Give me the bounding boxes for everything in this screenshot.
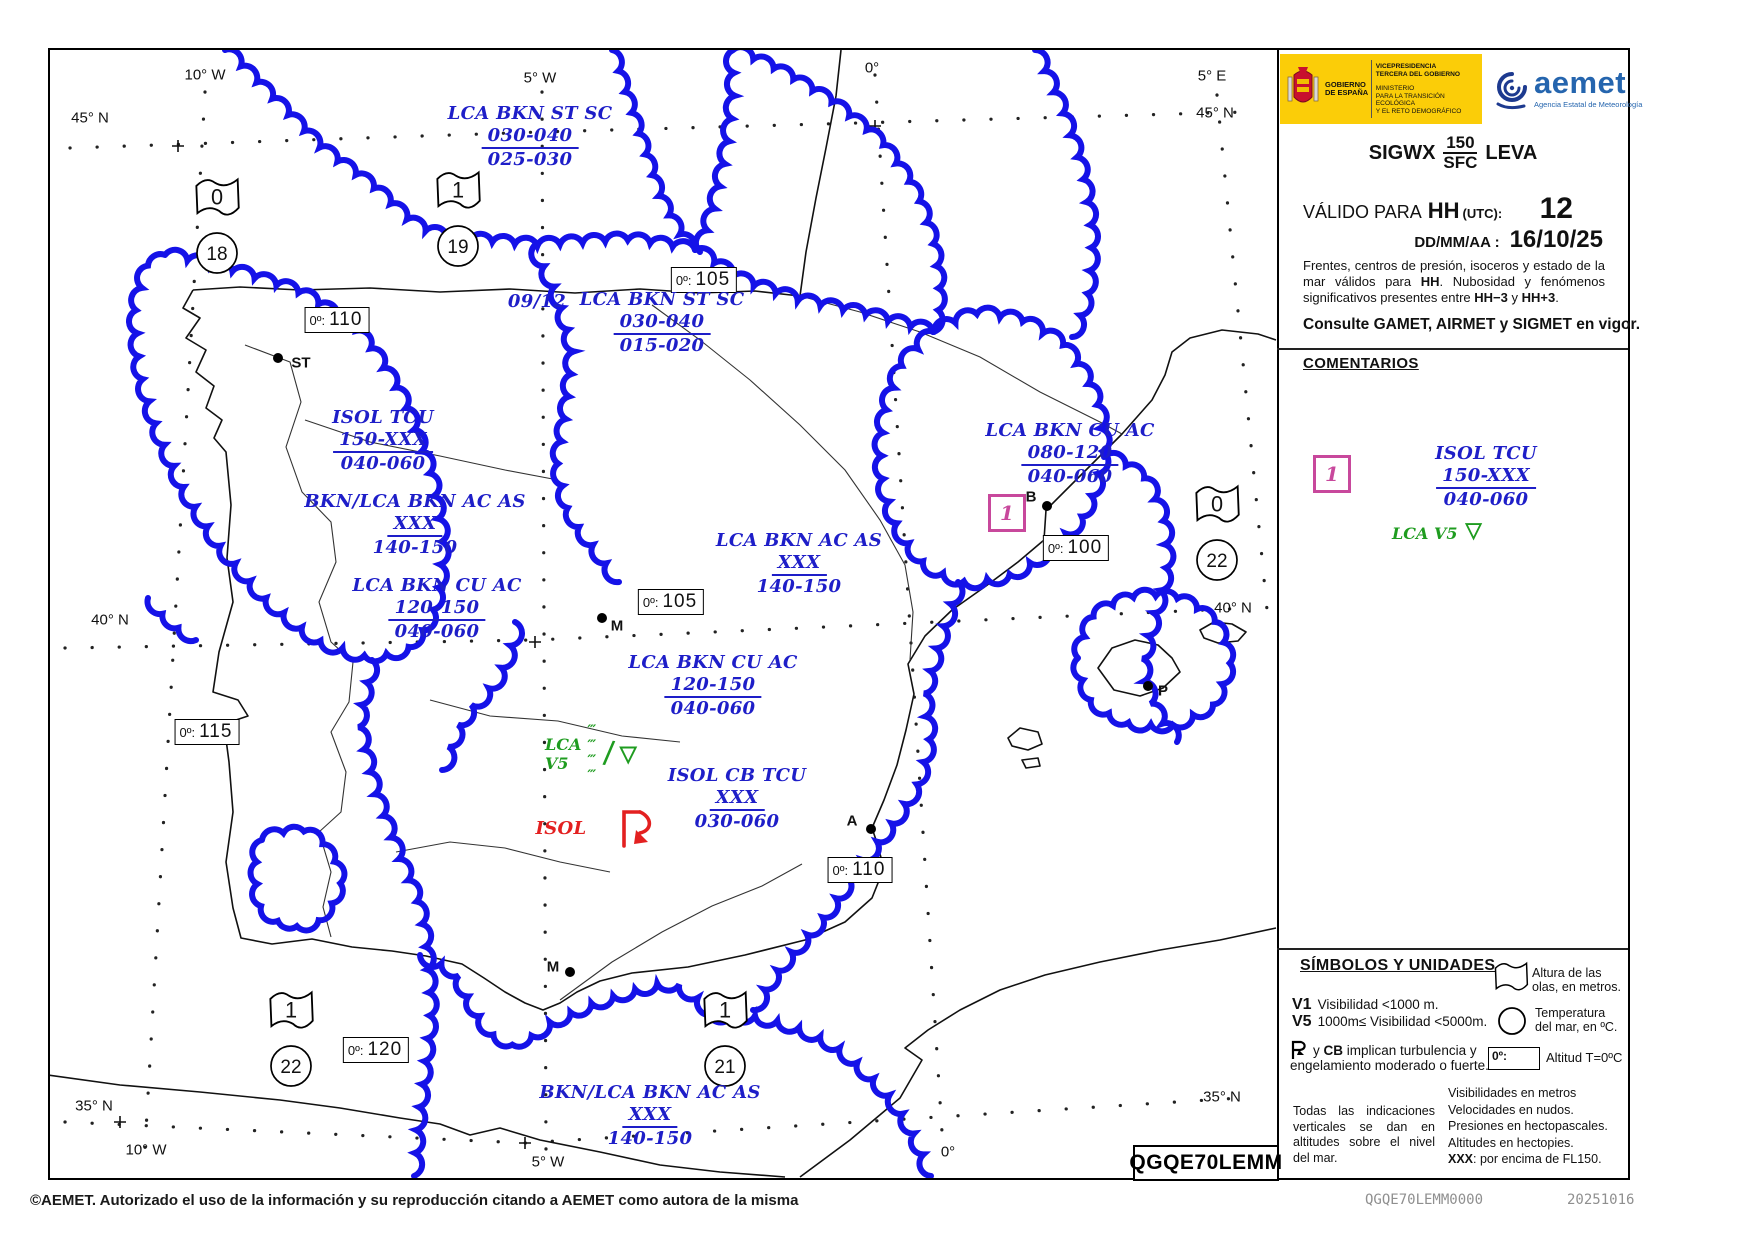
vicepresidencia-2: TERCERA DEL GOBIERNO [1375,70,1461,78]
comment-cloud-type: ISOL TCU [1435,443,1537,464]
shower-icon: ▽ [1465,519,1482,542]
wave-height-icon [433,168,483,216]
city-label: ST [291,354,311,372]
sea-state-group [192,175,242,281]
zero-altitude-box [175,719,240,745]
map-annotation [716,530,882,598]
wave-height-icon [266,988,316,1036]
annotation-top-levels: XXX [772,552,827,576]
annotation-bottom-levels: 030-060 [694,811,780,832]
comment-ref-box [1313,455,1351,493]
aemet-subtitle: Agencia Estatal de Meteorología [1534,100,1643,109]
legend-v1-text: Visibilidad <1000 m. [1317,997,1439,1012]
wave-caption: Altura de las olas, en metros. [1532,966,1621,994]
red-cb-symbol [624,812,649,846]
city-dot [273,353,283,363]
annotation-cloud-type: ISOL TCU [332,407,434,428]
sea-temp-icon [1194,537,1240,583]
coordinate-label: 10° W [125,1141,167,1159]
annotation-bottom-levels: 015-020 [619,335,705,356]
annotation-bottom-levels: 140-150 [372,537,458,558]
comment-top-levels: 150-XXX [1436,465,1536,489]
svg-text:19: 19 [447,237,469,258]
title-area: LEVA [1485,141,1538,164]
comment-ref-number: 1 [1325,462,1339,486]
annotation-top-levels: XXX [710,787,765,811]
units-notes [1448,1085,1633,1168]
ministerio-3: Y EL RETO DEMOGRÁFICO [1375,107,1462,115]
city-dot [1143,681,1153,691]
symbols-heading: SÍMBOLOS Y UNIDADES [1300,957,1496,974]
zero-altitude-box [828,857,893,883]
zero-altitude-prefix: 0º: [1047,540,1064,556]
annotation-top-levels: 150-XXX [333,429,433,453]
zero-altitude-caption: Altitud T=0ºC [1546,1050,1623,1065]
map-annotation [539,1082,760,1150]
coordinate-label: 5° W [531,1153,565,1171]
zero-altitude-prefix: 0º: [179,724,196,740]
annotation-cloud-type: ISOL CB TCU [667,765,807,786]
valid-date-row [1303,226,1603,254]
zero-altitude-value: 110 [852,859,886,880]
spain-coat-of-arms-icon [1286,63,1320,115]
annotation-bottom-levels: 040-060 [1027,466,1113,487]
units-note-line: Presiones en hectopascales. [1448,1119,1608,1133]
map-annotation [448,103,613,171]
chart-title [1277,134,1629,172]
annotation-cloud-type: LCA BKN ST SC [447,103,613,124]
coordinate-label: 5° E [1197,67,1227,85]
map-annotation [668,765,807,833]
svg-text:1: 1 [451,177,465,203]
legend-v1-row [1292,996,1439,1014]
chart-id-box [1129,1145,1283,1181]
vicepresidencia-1: VICEPRESIDENCIA [1375,63,1437,70]
map-annotation [580,289,745,357]
legend-v5-key: V5 [1292,1013,1312,1030]
svg-text:21: 21 [714,1057,736,1078]
valid-hh: HH [1427,198,1460,223]
city-dot [1042,501,1052,511]
sea-temp-icon [435,223,481,269]
comment-bottom-levels: 040-060 [1443,489,1529,510]
svg-text:18: 18 [206,244,228,265]
city-dot [565,967,575,977]
city-dot [866,824,876,834]
footer-date: 20251016 [1567,1192,1635,1208]
green-weather-group [545,724,637,784]
valid-time-row [1303,192,1613,226]
map-ref-box: 1 [988,494,1026,532]
coordinate-label: 35° N [75,1097,113,1115]
annotation-top-levels: 120-150 [389,597,486,621]
gov-name-2: DE ESPAÑA [1325,88,1369,97]
annotation-bottom-levels: 140-150 [607,1128,693,1149]
svg-text:0: 0 [1210,491,1224,517]
annotation-cloud-type: LCA BKN CU AC [628,652,798,673]
comment-annotation [1435,443,1537,511]
zero-altitude-box [343,1037,409,1063]
zero-altitude-prefix: 0º: [642,594,659,610]
svg-text:22: 22 [280,1057,302,1078]
valid-hour-value: 12 [1539,192,1573,225]
zero-altitude-prefix: 0º: [309,312,326,328]
zero-altitude-prefix: 0º: [675,272,692,288]
copyright-line: ©AEMET. Autorizado el uso de la información y su reproducción citando a AEMET como autora de la misma [30,1192,799,1209]
coordinate-label: 0° [940,1143,956,1161]
annotation-cloud-type: LCA BKN CU AC [985,420,1155,441]
city-label: A [846,812,858,830]
zero-altitude-legend-box [1488,1047,1540,1070]
svg-text:1: 1 [718,997,732,1023]
city-label: B [1025,488,1037,506]
map-annotation: 09/12 [507,291,567,312]
zero-altitude-box [1043,535,1109,561]
comment-visibility-label: LCA V5 [1392,524,1458,543]
zero-altitude-prefix: 0º: [347,1042,364,1058]
map-annotation [985,420,1154,488]
annotation-cloud-type: LCA BKN ST SC [579,289,745,310]
inland-borders [245,296,1122,1000]
units-note-line: Velocidades en nudos. [1448,1102,1574,1117]
title-level-bottom: SFC [1443,153,1478,172]
red-isol-label: ISOL [535,818,587,839]
vertical-indications-note: Todas las indicaciones verticales se dan en altitudes sobre el nivel del mar. [1293,1104,1435,1165]
panel-divider-2 [1277,948,1628,950]
zero-altitude-box [305,307,370,333]
coordinate-label: 10° W [184,66,226,84]
wave-height-icon [192,175,242,223]
annotation-top-levels: XXX [623,1104,678,1128]
comment-green-group [1392,519,1482,543]
annotation-bottom-levels: 040-060 [394,621,480,642]
annotation-bottom-levels: 040-060 [670,698,756,719]
annotation-cloud-type: LCA BKN CU AC [352,575,522,596]
zero-altitude-label: 0º: [1492,1049,1508,1063]
annotation-bottom-levels: 040-060 [340,453,426,474]
svg-text:0: 0 [210,184,224,210]
wave-height-icon [700,988,750,1036]
city-label: P [1157,682,1169,700]
temp-caption: Temperatura del mar, en ºC. [1535,1006,1618,1034]
gobierno-banner [1280,54,1482,124]
coordinate-label: 5° W [523,69,557,87]
sea-temp-icon [194,230,240,276]
svg-text:22: 22 [1206,551,1228,572]
shower-icon: ▽ [619,741,637,766]
city-label: M [546,958,560,976]
legend-cb-row2 [1290,1058,1489,1073]
ministerio-2: PARA LA TRANSICIÓN ECOLÓGICA [1375,92,1445,108]
legend-cb-row: y CB implican turbulencia y [1290,1040,1477,1060]
annotation-bottom-levels: 025-030 [487,149,573,170]
wave-height-icon [1492,960,1530,996]
annotation-cloud-type: BKN/LCA BKN AC AS [304,491,526,512]
drizzle-icon: ‴ ‴ ‴ ‴ [587,723,599,784]
zero-altitude-prefix: 0º: [832,862,849,878]
coordinate-label: 0° [864,59,880,77]
units-note-line: Visibilidades en metros [1448,1086,1577,1100]
sea-state-group [1192,482,1242,588]
units-note-line: Altitudes en hectopies. [1448,1135,1574,1150]
city-label: M [610,617,624,635]
sea-state-group [433,168,483,274]
coordinate-label: 40° N [91,611,129,629]
date-value: 16/10/25 [1509,226,1603,253]
aemet-wordmark: aemet [1534,65,1627,100]
zero-altitude-value: 110 [329,309,363,330]
wave-height-icon [1192,482,1242,530]
svg-text:1: 1 [284,997,298,1023]
sea-temp-icon [1497,1006,1527,1036]
sea-temp-icon [268,1043,314,1089]
zero-altitude-value: 100 [1067,537,1103,558]
panel-divider-vertical [1277,48,1279,1178]
aemet-logo [1492,65,1643,112]
panel-divider-1 [1277,348,1628,350]
map-annotation [304,491,525,559]
zero-altitude-box [638,589,704,615]
ministerio-1: MINISTERIO [1375,85,1415,93]
annotation-cloud-type: LCA BKN AC AS [715,530,883,551]
zero-altitude-value: 105 [695,269,731,290]
consult-note: Consulte GAMET, AIRMET y SIGMET en vigor. [1303,316,1641,333]
coordinate-label: 40° N [1214,599,1252,617]
annotation-top-levels: 030-040 [482,125,579,149]
zero-altitude-value: 105 [662,591,698,612]
turbulence-flag-icon [1290,1040,1307,1060]
title-level-top: 150 [1446,133,1475,152]
legend-v1-key: V1 [1292,996,1312,1013]
valid-label: VÁLIDO PARA [1303,202,1422,222]
legend-cb-text2: engelamiento moderado o fuerte. [1290,1058,1489,1073]
comments-heading: COMENTARIOS [1303,355,1419,372]
annotation-top-levels: 080-120 [1022,442,1119,466]
legend-v5-text: 1000m≤ Visibilidad <5000m. [1317,1014,1488,1029]
legend-v5-row [1292,1013,1487,1031]
city-dot [597,613,607,623]
aemet-swirl-icon [1492,68,1530,112]
zero-altitude-value: 115 [199,721,233,742]
date-label: DD/MM/AA : [1414,234,1500,251]
banner-separator [1371,60,1372,118]
map-annotation [352,575,521,643]
coordinate-label: 35° N [1203,1088,1241,1106]
annotation-top-levels: XXX [388,513,443,537]
valid-utc: (UTC): [1462,206,1503,221]
annotation-top-levels: 120-150 [665,674,762,698]
map-annotation [628,652,797,720]
gov-name-1: GOBIERNO [1325,79,1366,89]
visibility-label: LCA V5 [545,735,582,773]
sea-state-group [700,988,750,1094]
annotation-cloud-type: BKN/LCA BKN AC AS [539,1082,761,1103]
map-annotation [332,407,434,475]
units-note-line: XXX: por encima de FL150. [1448,1152,1602,1166]
zero-altitude-value: 120 [367,1039,403,1060]
title-sigwx: SIGWX [1368,141,1436,164]
annotation-bottom-levels: 140-150 [756,576,842,597]
coordinate-label: 45° N [1196,104,1234,122]
sea-state-group [266,988,316,1094]
chart-id: QGQE70LEMM [1129,1151,1283,1174]
coordinate-label: 45° N [71,109,109,127]
footer-code: QGQE70LEMM0000 [1365,1192,1484,1208]
annotation-top-levels: 030-040 [614,311,711,335]
validity-note: Frentes, centros de presión, isoceros y estado de la mar válidos para HH. Nubosidad y fenómenos significativos presentes entre HH−3 y HH+3. [1303,258,1605,305]
weather-slash: / [601,734,617,774]
